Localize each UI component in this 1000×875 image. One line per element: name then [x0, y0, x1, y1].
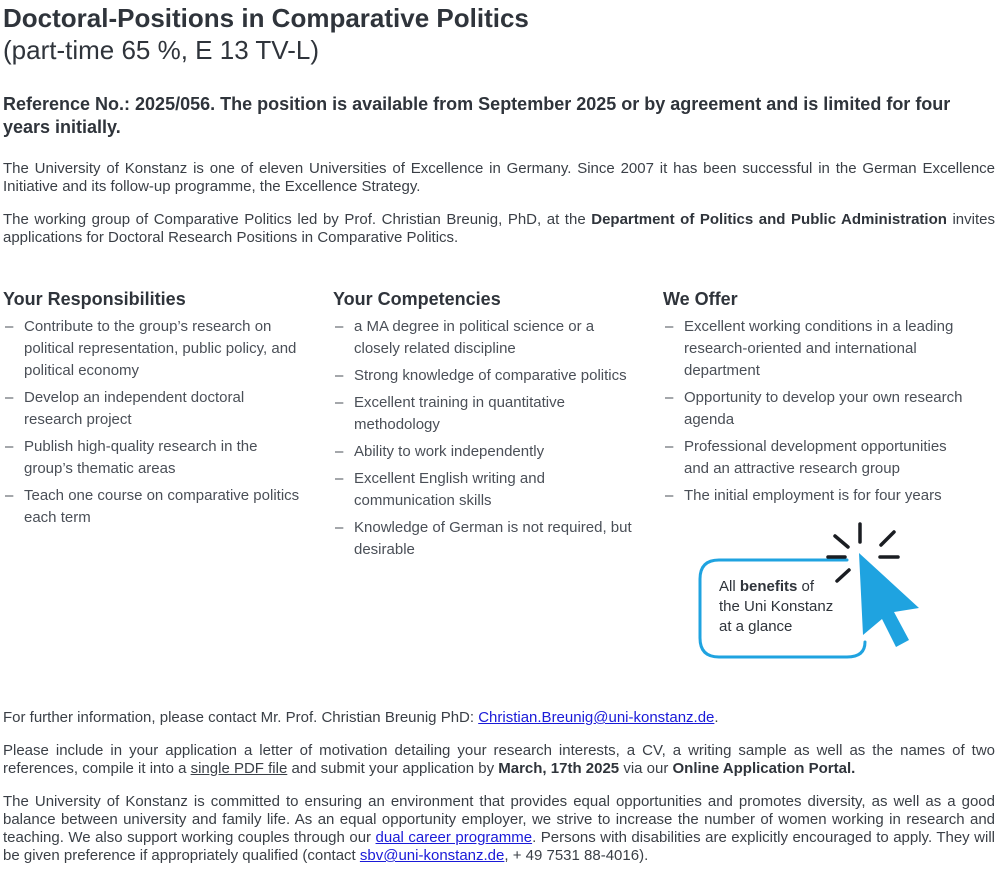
badge-text-a: All	[719, 578, 740, 595]
equal-text-b: . Persons with disabilities are explicitly encouraged to apply. They will be given preference if appropriately qualified (contact	[3, 829, 995, 864]
benefits-badge-label	[719, 577, 833, 637]
list-item	[333, 365, 633, 387]
list-item-text: Opportunity to develop your own research agenda	[684, 389, 963, 428]
list-item-text: a MA degree in political science or a closely related discipline	[354, 318, 595, 357]
list-item	[3, 316, 303, 382]
dash-bullet-icon: –	[335, 519, 344, 536]
responsibilities-heading: Your Responsibilities	[3, 289, 186, 309]
list-item-text: Strong knowledge of comparative politics	[354, 367, 627, 384]
list-item	[3, 387, 303, 431]
dash-bullet-icon: –	[5, 389, 14, 406]
contact-paragraph	[3, 709, 995, 727]
list-item-text: Excellent working conditions in a leading research-oriented and international department	[684, 318, 954, 379]
deadline-date: March, 17th 2025	[498, 760, 620, 777]
equal-opportunity-paragraph	[3, 793, 995, 865]
list-item-text: Excellent training in quantitative methodology	[354, 394, 565, 433]
list-item	[333, 392, 633, 436]
dash-bullet-icon: –	[5, 318, 14, 335]
list-item-text: Develop an independent doctoral research project	[24, 389, 245, 428]
intro-p2-text-b: invites applications for Doctoral Research Positions in Comparative Politics.	[3, 211, 995, 246]
apply-text-c: via our	[619, 760, 673, 777]
footer-section	[3, 709, 995, 865]
equal-text-a: The University of Konstanz is committed to ensuring an environment that provides equal opportunities and promotes diversity, as well as a good balance between university and family life. As an equal opportunity employer, we strive to increase the number of women working in research and teaching. We also support working couples through our	[3, 793, 995, 846]
application-portal-link[interactable]: Online Application Portal.	[672, 760, 856, 777]
badge-text-line3: at a glance	[719, 618, 793, 635]
benefits-badge-link[interactable]	[697, 520, 925, 662]
list-item	[333, 441, 633, 463]
dash-bullet-icon: –	[335, 318, 344, 335]
equal-text-c: , + 49 7531 88-4016).	[504, 847, 649, 864]
reference-line: Reference No.: 2025/056. The position is available from September 2025 or by agreement and is limited for four years initially.	[3, 94, 951, 137]
dash-bullet-icon: –	[335, 367, 344, 384]
badge-text-line2: the Uni Konstanz	[719, 598, 834, 615]
single-pdf-link[interactable]: single PDF file	[190, 760, 288, 777]
list-item	[333, 468, 633, 512]
badge-text-bold: benefits	[739, 578, 798, 595]
competencies-list	[333, 316, 633, 561]
list-item	[333, 517, 633, 561]
list-item	[3, 485, 303, 529]
sbv-email-link[interactable]: sbv@uni-konstanz.de	[359, 847, 505, 864]
title-main: Doctoral-Positions in Comparative Politics	[3, 3, 529, 33]
dash-bullet-icon: –	[335, 470, 344, 487]
offer-column	[663, 287, 963, 512]
title-sub: (part-time 65 %, E 13 TV-L)	[3, 35, 319, 65]
list-item-text: Contribute to the group’s research on political representation, public policy, and political economy	[24, 318, 297, 379]
badge-text-b: of	[797, 578, 815, 595]
intro-paragraph-2	[3, 211, 995, 247]
contact-email-link[interactable]: Christian.Breunig@uni-konstanz.de	[478, 709, 715, 726]
list-item	[663, 436, 963, 480]
list-item	[333, 316, 633, 360]
cursor-arrow-icon	[859, 553, 919, 647]
contact-text-end: .	[714, 709, 719, 726]
list-item-text: Professional development opportunities and an attractive research group	[684, 438, 947, 477]
list-item	[3, 436, 303, 480]
contact-text: For further information, please contact Mr. Prof. Christian Breunig PhD:	[3, 709, 479, 726]
list-item-text: The initial employment is for four years	[684, 487, 942, 504]
responsibilities-column	[3, 287, 303, 534]
offer-heading: We Offer	[663, 289, 738, 309]
list-item-text: Knowledge of German is not required, but desirable	[354, 519, 632, 558]
intro-p2-text-a: The working group of Comparative Politics led by Prof. Christian Breunig, PhD, at the	[3, 211, 592, 228]
dash-bullet-icon: –	[335, 394, 344, 411]
page-title	[3, 0, 995, 66]
intro-paragraph-1: The University of Konstanz is one of eleven Universities of Excellence in Germany. Since 2007 it has been successful in the German Excellence Initiative and its follow-up programme, the Excellence Strategy.	[3, 160, 995, 195]
dash-bullet-icon: –	[335, 443, 344, 460]
department-name: Department of Politics and Public Administration	[591, 211, 947, 228]
dash-bullet-icon: –	[5, 487, 14, 504]
dash-bullet-icon: –	[665, 487, 674, 504]
dash-bullet-icon: –	[5, 438, 14, 455]
list-item	[663, 485, 963, 507]
list-item-text: Excellent English writing and communication skills	[354, 470, 545, 509]
competencies-heading: Your Competencies	[333, 289, 501, 309]
list-item-text: Ability to work independently	[354, 443, 545, 460]
offer-list	[663, 316, 963, 507]
competencies-column	[333, 287, 633, 566]
application-paragraph	[3, 742, 995, 778]
list-item-text: Publish high-quality research in the group’s thematic areas	[24, 438, 258, 477]
dash-bullet-icon: –	[665, 318, 674, 335]
apply-text-b: and submit your application by	[287, 760, 499, 777]
list-item	[663, 387, 963, 431]
list-item	[663, 316, 963, 382]
dual-career-link[interactable]: dual career programme	[375, 829, 533, 846]
dash-bullet-icon: –	[665, 438, 674, 455]
list-item-text: Teach one course on comparative politics each term	[24, 487, 300, 526]
responsibilities-list	[3, 316, 303, 529]
apply-text-a: Please include in your application a letter of motivation detailing your research interests, a CV, a writing sample as well as the names of two references, compile it into a	[3, 742, 995, 777]
dash-bullet-icon: –	[665, 389, 674, 406]
